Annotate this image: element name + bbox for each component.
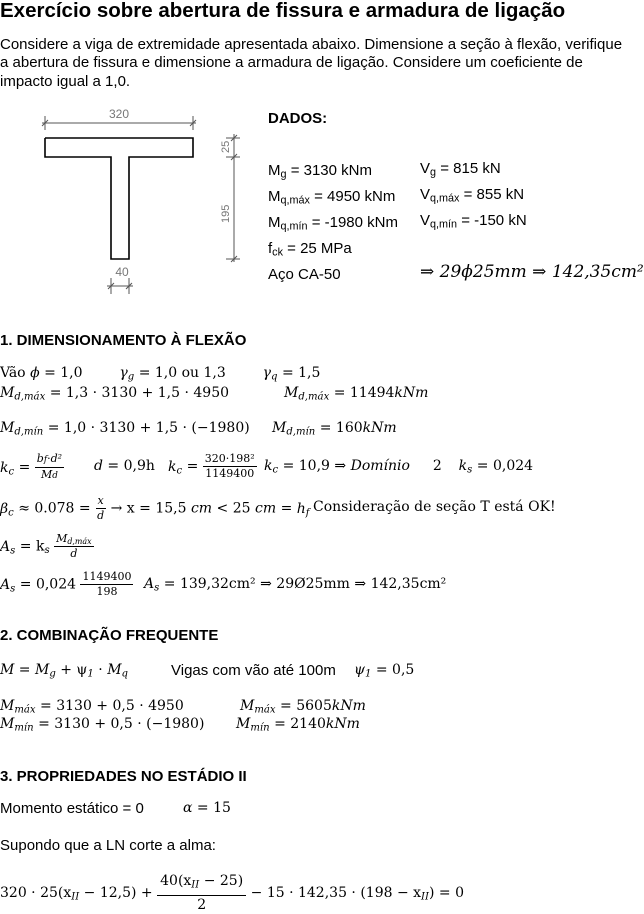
- vao-prefix: Vão: [0, 365, 26, 381]
- kc-d2: d²: [50, 452, 63, 465]
- data-fck: $f_{ck} = 25$ MPa: [268, 240, 352, 259]
- implies-arrow-2: ⇒: [532, 262, 547, 282]
- momento-estatico: Momento estático = 0: [0, 800, 144, 817]
- md-min-result-line: $M_{d,mín} = 160kNm$: [272, 420, 397, 438]
- mmax-expression: $M_{máx} = 3130 + 0,5 \cdot 4950$: [0, 698, 184, 716]
- dim-flange-label: 25: [220, 140, 232, 153]
- as-result: = 139,32cm² ⇒ 29Ø25mm ⇒ 142,35cm²: [163, 576, 447, 592]
- m-formula-plus: + ψ: [60, 662, 88, 678]
- data-mqmax: $M_{q,máx} = 4950$ kNm: [268, 188, 396, 207]
- kc-fraction: $\frac{\text{bf·d²}}{Md}$: [36, 452, 63, 481]
- dados-header: DADOS:: [268, 110, 328, 127]
- intro-line-1: Considere a viga de extremidade apresentada abaixo. Dimensione a seção à flexão, verifique: [0, 36, 623, 53]
- eq-frac-den: 2: [197, 896, 207, 913]
- vigas-note: Vigas com vão até 100m: [171, 662, 336, 679]
- data-vqmin: $V_{q,mín} = -150$ kN: [420, 212, 527, 231]
- as-formula-eq: = k: [19, 538, 45, 555]
- data-armadura-value: 29ϕ25mm: [439, 262, 527, 282]
- psi-line: $\psi_1 = 0,5$: [354, 662, 415, 680]
- as-result-line: $A_s = 139,32cm^2$ ⇒ 29Ø25mm ⇒ 142,35cm²: [144, 576, 447, 594]
- kc-formula: $k_c$ = $\frac{\text{bf·d²}}{Md}$: [0, 452, 63, 481]
- kc-result-line: $k_c = 10,9$ ⇒ Domínio 2 $k_s = 0,024$: [264, 458, 534, 476]
- data-vqmin-value: = -150 kN: [461, 212, 527, 229]
- mmax-expr: = 3130 + 0,5 · 4950: [40, 698, 184, 714]
- beta-value: ≈ 0.078 =: [18, 500, 91, 517]
- data-aco: Aço CA-50: [268, 266, 341, 283]
- mmin-result-line: $M_{mín} = 2140kNm$: [236, 716, 360, 734]
- section-1-title: 1. DIMENSIONAMENTO À FLEXÃO: [0, 332, 247, 349]
- implies-arrow-1: ⇒: [420, 262, 435, 282]
- as-calc-prefix: = 0,024: [19, 576, 77, 593]
- kc-calc: $k_c$ = $\frac{\text{320·198²}}{1149400}$: [168, 452, 255, 480]
- md-max-result: = 11494: [333, 385, 395, 401]
- md-min-expr: = 1,0 · 3130 + 1,5 · (−1980): [47, 420, 250, 436]
- md-min-expression: $M_{d,mín} = 1,0 \cdot 3130 + 1,5 \cdot (-1980)$: [0, 420, 250, 438]
- mmin-expr: = 3130 + 0,5 · (−1980): [38, 716, 205, 732]
- data-vqmax-value: = 855 kN: [463, 186, 525, 203]
- eq-frac-num: 40(x: [160, 873, 192, 889]
- eq-frac-num-end: − 25): [199, 873, 244, 889]
- data-armadura: [420, 262, 644, 282]
- mmin-expression: $M_{mín} = 3130 + 0,5 \cdot (-1980)$: [0, 716, 205, 734]
- beam-section-figure: [36, 100, 246, 300]
- ln-equation: 320 · 25(xII − 12,5) + $\frac{\text{40(xII − 25)}}{2}$ − 15 · 142,35 · (198 − xII) = 0: [0, 873, 465, 913]
- kc-num: b: [36, 452, 44, 465]
- supondo-text: Supondo que a LN corte a alma:: [0, 837, 216, 854]
- dominio-number: 2: [432, 458, 442, 474]
- psi-value: = 0,5: [375, 662, 415, 678]
- section-3-title: 3. PROPRIEDADES NO ESTÁDIO II: [0, 768, 247, 785]
- dominio-label: Domínio: [350, 458, 410, 474]
- kc-result: = 10,9 ⇒: [282, 458, 347, 474]
- as-calc-den: 198: [96, 585, 118, 598]
- gamma-q-value: = 1,5: [281, 365, 321, 381]
- data-fck-value: = 25 MPa: [287, 240, 352, 257]
- dim-web-width-label: 40: [115, 265, 129, 279]
- as-formula-fraction: $\frac{M_{d,máx}}{d}$: [56, 532, 92, 560]
- mmax-result-line: $M_{máx} = 5605kNm$: [240, 698, 366, 716]
- data-mqmax-value: = 4950 kNm: [314, 188, 396, 205]
- alpha-line: α = 15: [183, 800, 231, 816]
- vao-value: = 1,0: [44, 365, 83, 381]
- section-2-title: 2. COMBINAÇÃO FREQUENTE: [0, 627, 219, 644]
- mmin-result: = 2140: [274, 716, 326, 732]
- md-max-result-line: $M_{d,máx} = 11494kNm$: [284, 385, 429, 403]
- md-max-expr: = 1,3 · 3130 + 1,5 · 4950: [49, 385, 230, 401]
- beta-line: $\beta_c \approx 0.078$ = $\frac{x}{d}$ → x = 15,5 cm < 25 cm = $h_f$: [0, 494, 310, 522]
- data-area-value: 142,35cm²: [551, 262, 644, 282]
- as-formula: $A_s$ = ks $\frac{M_{d,máx}}{d}$: [0, 532, 92, 560]
- d-value: = 0,9h: [107, 458, 155, 474]
- kc-calc-fraction: [203, 452, 257, 481]
- md-min-result: = 160: [319, 420, 363, 436]
- x-compare: < 25: [216, 500, 251, 517]
- data-mg-value: = 3130 kNm: [290, 162, 372, 179]
- vao-line: Vão ϕ = 1,0 $\gamma_g = 1,0$ ou 1,3 $\gamma_q = 1,5$: [0, 365, 321, 383]
- data-mqmin: $M_{q,mín} = -1980$ kNm: [268, 214, 398, 233]
- as-calc-fraction: [80, 570, 133, 599]
- kc-den: M: [40, 468, 53, 481]
- ks-result: = 0,024: [476, 458, 534, 474]
- md-max-expression: $M_{d,máx} = 1,3 \cdot 3130 + 1,5 \cdot 4950$: [0, 385, 230, 403]
- mmax-result: = 5605: [280, 698, 332, 714]
- dim-width-label: 320: [108, 107, 130, 121]
- x-value: → x = 15,5: [110, 500, 187, 517]
- intro-line-3: impacto igual a 1,0.: [0, 73, 131, 90]
- data-vg: $V_g = 815$ kN: [420, 160, 501, 179]
- x-equals: =: [280, 500, 293, 517]
- dim-web-height-label: 195: [220, 204, 232, 223]
- eq-prefix: 320 · 25(x: [0, 884, 72, 901]
- as-calc-num: 1149400: [82, 570, 132, 583]
- eq-tail: − 15 · 142,35 · (198 − x: [250, 884, 422, 901]
- d-line: d = 0,9h: [94, 458, 155, 474]
- kc-calc-den: 1149400: [205, 467, 255, 480]
- data-vg-value: = 815 kN: [440, 160, 501, 177]
- gamma-g-value: = 1,0 ou 1,3: [138, 365, 226, 381]
- intro-line-2: a abertura de fissura e dimensione a armadura de ligação. Considere um coeficiente de: [0, 54, 583, 71]
- as-calc: $A_s = 0,024$ $\frac{1149400}{198}$: [0, 570, 132, 598]
- eq-fraction: $\frac{\text{40(xII − 25)}}{2}$: [157, 872, 246, 914]
- data-mg: $M_g = 3130$ kNm: [268, 162, 372, 181]
- data-vqmax: $V_{q,máx} = 855$ kN: [420, 186, 525, 205]
- kc-calc-num: 320·198²: [204, 452, 255, 465]
- consideracao-note: Consideração de seção T está OK!: [313, 499, 556, 515]
- m-combination-formula: $M = M_g + \psi 1 \cdot M_q$: [0, 662, 128, 680]
- page-title: Exercício sobre abertura de fissura e armadura de ligação: [0, 0, 566, 22]
- x-over-d-fraction: $\frac{x}{d}$: [97, 494, 105, 522]
- eq-mid: − 12,5) +: [79, 884, 153, 901]
- data-mqmin-value: = -1980 kNm: [311, 214, 398, 231]
- eq-end: ) = 0: [429, 884, 465, 901]
- alpha-value: = 15: [196, 800, 231, 816]
